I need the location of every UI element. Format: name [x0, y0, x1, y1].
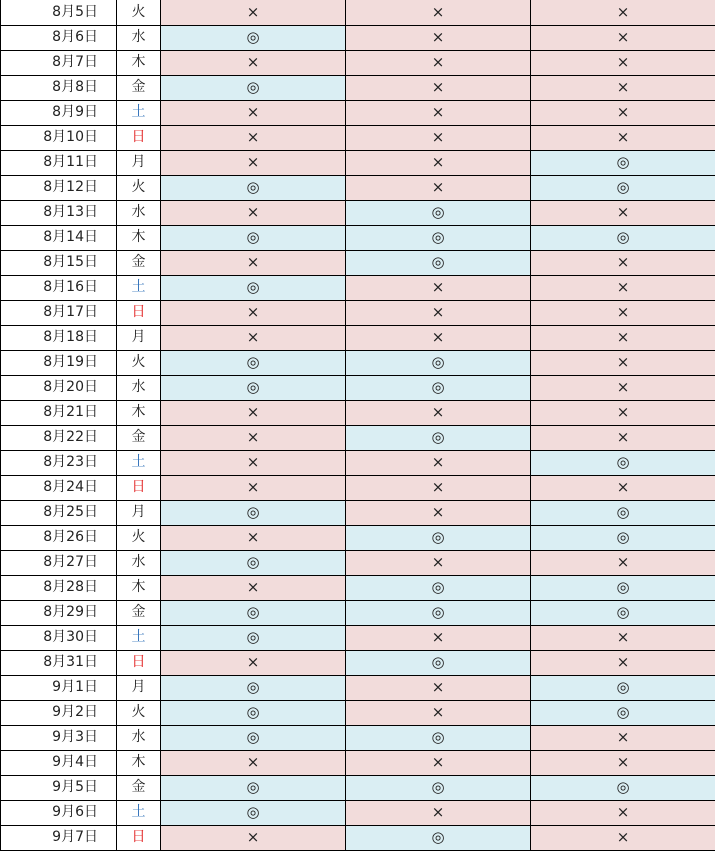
status-cell-2[interactable]: ◎ [346, 350, 531, 375]
status-cell-3[interactable]: × [531, 625, 715, 650]
status-cell-1[interactable]: × [161, 400, 346, 425]
weekday-cell[interactable]: 火 [117, 350, 161, 375]
status-cell-2[interactable]: ◎ [346, 825, 531, 850]
status-cell-3[interactable]: ◎ [531, 150, 715, 175]
date-cell[interactable]: 8月11日 [1, 150, 117, 175]
weekday-cell[interactable]: 金 [117, 775, 161, 800]
date-cell[interactable]: 8月13日 [1, 200, 117, 225]
table-row [1, 700, 715, 725]
status-cell-1[interactable]: × [161, 0, 346, 25]
status-cell-1[interactable]: × [161, 125, 346, 150]
date-cell[interactable]: 8月16日 [1, 275, 117, 300]
status-cell-2[interactable]: ◎ [346, 650, 531, 675]
status-cell-2[interactable]: × [346, 475, 531, 500]
table-row [1, 775, 715, 800]
table-row [1, 175, 715, 200]
status-cell-2[interactable]: × [346, 100, 531, 125]
status-cell-3[interactable]: × [531, 50, 715, 75]
date-cell[interactable]: 8月23日 [1, 450, 117, 475]
date-cell[interactable]: 9月3日 [1, 725, 117, 750]
status-cell-2[interactable]: × [346, 300, 531, 325]
status-cell-2[interactable]: ◎ [346, 525, 531, 550]
date-cell[interactable]: 8月20日 [1, 375, 117, 400]
status-cell-2[interactable]: × [346, 700, 531, 725]
weekday-cell[interactable]: 月 [117, 325, 161, 350]
date-cell[interactable]: 8月17日 [1, 300, 117, 325]
status-cell-2[interactable]: ◎ [346, 600, 531, 625]
status-cell-2[interactable]: ◎ [346, 775, 531, 800]
status-cell-3[interactable]: × [531, 200, 715, 225]
date-cell[interactable]: 8月22日 [1, 425, 117, 450]
status-cell-3[interactable]: × [531, 425, 715, 450]
status-cell-1[interactable]: ◎ [161, 600, 346, 625]
status-cell-2[interactable]: × [346, 275, 531, 300]
status-cell-3[interactable]: × [531, 375, 715, 400]
status-cell-3[interactable]: ◎ [531, 675, 715, 700]
date-cell[interactable]: 8月14日 [1, 225, 117, 250]
status-cell-1[interactable]: ◎ [161, 500, 346, 525]
status-cell-3[interactable]: × [531, 275, 715, 300]
table-row [1, 150, 715, 175]
weekday-cell[interactable]: 月 [117, 675, 161, 700]
status-cell-3[interactable]: ◎ [531, 775, 715, 800]
weekday-cell[interactable]: 日 [117, 825, 161, 850]
status-cell-1[interactable]: ◎ [161, 675, 346, 700]
date-cell[interactable]: 8月28日 [1, 575, 117, 600]
date-cell[interactable]: 8月26日 [1, 525, 117, 550]
status-cell-1[interactable]: ◎ [161, 700, 346, 725]
weekday-cell[interactable]: 水 [117, 375, 161, 400]
table-row [1, 425, 715, 450]
weekday-cell[interactable]: 日 [117, 475, 161, 500]
status-cell-1[interactable]: × [161, 650, 346, 675]
weekday-cell[interactable]: 金 [117, 600, 161, 625]
weekday-cell[interactable]: 水 [117, 200, 161, 225]
status-cell-2[interactable]: × [346, 175, 531, 200]
status-cell-1[interactable]: × [161, 250, 346, 275]
weekday-cell[interactable]: 土 [117, 100, 161, 125]
status-cell-3[interactable]: × [531, 25, 715, 50]
weekday-cell[interactable]: 木 [117, 50, 161, 75]
table-row [1, 200, 715, 225]
status-cell-2[interactable]: × [346, 800, 531, 825]
status-cell-2[interactable]: ◎ [346, 575, 531, 600]
status-cell-1[interactable]: ◎ [161, 175, 346, 200]
status-cell-3[interactable]: × [531, 800, 715, 825]
status-cell-3[interactable]: × [531, 300, 715, 325]
status-cell-2[interactable]: × [346, 450, 531, 475]
status-cell-1[interactable]: ◎ [161, 775, 346, 800]
status-cell-2[interactable]: ◎ [346, 225, 531, 250]
date-cell[interactable]: 9月1日 [1, 675, 117, 700]
table-row [1, 250, 715, 275]
status-cell-3[interactable]: ◎ [531, 500, 715, 525]
status-cell-3[interactable]: × [531, 250, 715, 275]
table-row [1, 575, 715, 600]
status-cell-3[interactable]: ◎ [531, 525, 715, 550]
date-cell[interactable]: 8月15日 [1, 250, 117, 275]
table-row [1, 350, 715, 375]
weekday-cell[interactable]: 木 [117, 400, 161, 425]
status-cell-3[interactable]: × [531, 400, 715, 425]
date-cell[interactable]: 8月7日 [1, 50, 117, 75]
date-cell[interactable]: 8月12日 [1, 175, 117, 200]
status-cell-3[interactable]: × [531, 100, 715, 125]
date-cell[interactable]: 8月9日 [1, 100, 117, 125]
date-cell[interactable]: 9月6日 [1, 800, 117, 825]
status-cell-1[interactable]: ◎ [161, 275, 346, 300]
table-row [1, 25, 715, 50]
weekday-cell[interactable]: 水 [117, 725, 161, 750]
table-row [1, 800, 715, 825]
status-cell-2[interactable]: × [346, 550, 531, 575]
status-cell-1[interactable]: × [161, 750, 346, 775]
date-cell[interactable]: 8月18日 [1, 325, 117, 350]
status-cell-1[interactable]: ◎ [161, 225, 346, 250]
weekday-cell[interactable]: 土 [117, 450, 161, 475]
status-cell-2[interactable]: ◎ [346, 375, 531, 400]
weekday-cell[interactable]: 金 [117, 425, 161, 450]
status-cell-3[interactable]: ◎ [531, 700, 715, 725]
table-row [1, 650, 715, 675]
status-cell-3[interactable]: × [531, 750, 715, 775]
weekday-cell[interactable]: 木 [117, 575, 161, 600]
status-cell-1[interactable]: × [161, 575, 346, 600]
table-row [1, 500, 715, 525]
status-cell-2[interactable]: ◎ [346, 725, 531, 750]
status-cell-1[interactable]: × [161, 325, 346, 350]
status-cell-1[interactable]: ◎ [161, 25, 346, 50]
status-cell-3[interactable]: × [531, 75, 715, 100]
status-cell-1[interactable]: × [161, 425, 346, 450]
weekday-cell[interactable]: 火 [117, 700, 161, 725]
date-cell[interactable]: 8月19日 [1, 350, 117, 375]
table-body [1, 0, 715, 850]
status-cell-1[interactable]: × [161, 475, 346, 500]
status-cell-3[interactable]: ◎ [531, 450, 715, 475]
status-cell-2[interactable]: × [346, 0, 531, 25]
status-cell-2[interactable]: ◎ [346, 425, 531, 450]
status-cell-3[interactable]: × [531, 725, 715, 750]
date-cell[interactable]: 9月2日 [1, 700, 117, 725]
weekday-cell[interactable]: 火 [117, 525, 161, 550]
table-row [1, 300, 715, 325]
date-cell[interactable]: 9月4日 [1, 750, 117, 775]
status-cell-2[interactable]: × [346, 625, 531, 650]
table-row [1, 675, 715, 700]
status-cell-1[interactable]: × [161, 100, 346, 125]
weekday-cell[interactable]: 土 [117, 800, 161, 825]
status-cell-3[interactable]: ◎ [531, 225, 715, 250]
date-cell[interactable]: 8月5日 [1, 0, 117, 25]
table-row [1, 450, 715, 475]
weekday-cell[interactable]: 日 [117, 650, 161, 675]
table-row [1, 825, 715, 850]
weekday-cell[interactable]: 土 [117, 275, 161, 300]
date-cell[interactable]: 8月21日 [1, 400, 117, 425]
table-row [1, 550, 715, 575]
status-cell-1[interactable]: × [161, 50, 346, 75]
date-cell[interactable]: 8月24日 [1, 475, 117, 500]
status-cell-1[interactable]: × [161, 150, 346, 175]
table-row [1, 75, 715, 100]
weekday-cell[interactable]: 水 [117, 550, 161, 575]
status-cell-3[interactable]: × [531, 325, 715, 350]
status-cell-1[interactable]: ◎ [161, 550, 346, 575]
status-cell-3[interactable]: × [531, 0, 715, 25]
status-cell-3[interactable]: × [531, 650, 715, 675]
weekday-cell[interactable]: 金 [117, 75, 161, 100]
status-cell-1[interactable]: ◎ [161, 725, 346, 750]
table-row [1, 750, 715, 775]
date-cell[interactable]: 9月5日 [1, 775, 117, 800]
status-cell-1[interactable]: × [161, 300, 346, 325]
weekday-cell[interactable]: 火 [117, 175, 161, 200]
date-cell[interactable]: 8月31日 [1, 650, 117, 675]
date-cell[interactable]: 8月30日 [1, 625, 117, 650]
table-row [1, 725, 715, 750]
status-cell-1[interactable]: × [161, 525, 346, 550]
status-cell-3[interactable]: × [531, 825, 715, 850]
date-cell[interactable]: 8月29日 [1, 600, 117, 625]
status-cell-2[interactable]: × [346, 50, 531, 75]
status-cell-1[interactable]: × [161, 825, 346, 850]
weekday-cell[interactable]: 月 [117, 500, 161, 525]
status-cell-1[interactable]: ◎ [161, 800, 346, 825]
status-cell-3[interactable]: × [531, 475, 715, 500]
weekday-cell[interactable]: 火 [117, 0, 161, 25]
table-row [1, 325, 715, 350]
weekday-cell[interactable]: 日 [117, 125, 161, 150]
status-cell-1[interactable]: × [161, 450, 346, 475]
date-cell[interactable]: 8月10日 [1, 125, 117, 150]
status-cell-3[interactable]: × [531, 125, 715, 150]
table-row [1, 125, 715, 150]
table-row [1, 50, 715, 75]
status-cell-2[interactable]: × [346, 75, 531, 100]
status-cell-2[interactable]: × [346, 325, 531, 350]
date-cell[interactable]: 8月6日 [1, 25, 117, 50]
weekday-cell[interactable]: 木 [117, 750, 161, 775]
weekday-cell[interactable]: 月 [117, 150, 161, 175]
status-cell-2[interactable]: ◎ [346, 200, 531, 225]
weekday-cell[interactable]: 金 [117, 250, 161, 275]
weekday-cell[interactable]: 木 [117, 225, 161, 250]
status-cell-2[interactable]: × [346, 500, 531, 525]
status-cell-2[interactable]: × [346, 25, 531, 50]
status-cell-2[interactable]: × [346, 400, 531, 425]
status-cell-1[interactable]: ◎ [161, 75, 346, 100]
status-cell-1[interactable]: ◎ [161, 350, 346, 375]
status-cell-1[interactable]: × [161, 200, 346, 225]
table-row [1, 275, 715, 300]
status-cell-3[interactable]: × [531, 350, 715, 375]
status-cell-2[interactable]: × [346, 750, 531, 775]
table-row [1, 400, 715, 425]
date-cell[interactable]: 8月25日 [1, 500, 117, 525]
status-cell-2[interactable]: × [346, 150, 531, 175]
status-cell-1[interactable]: ◎ [161, 625, 346, 650]
table-row [1, 525, 715, 550]
weekday-cell[interactable]: 土 [117, 625, 161, 650]
weekday-cell[interactable]: 日 [117, 300, 161, 325]
status-cell-3[interactable]: ◎ [531, 175, 715, 200]
status-cell-2[interactable]: × [346, 675, 531, 700]
status-cell-3[interactable]: ◎ [531, 575, 715, 600]
table-row [1, 600, 715, 625]
table-row [1, 225, 715, 250]
table-row [1, 475, 715, 500]
status-cell-3[interactable]: ◎ [531, 600, 715, 625]
date-cell[interactable]: 8月8日 [1, 75, 117, 100]
table-row [1, 100, 715, 125]
table-row [1, 625, 715, 650]
status-cell-2[interactable]: × [346, 125, 531, 150]
table-row [1, 0, 715, 25]
date-cell[interactable]: 9月7日 [1, 825, 117, 850]
status-cell-3[interactable]: × [531, 550, 715, 575]
status-cell-1[interactable]: ◎ [161, 375, 346, 400]
date-cell[interactable]: 8月27日 [1, 550, 117, 575]
weekday-cell[interactable]: 水 [117, 25, 161, 50]
status-cell-2[interactable]: ◎ [346, 250, 531, 275]
table-row [1, 375, 715, 400]
